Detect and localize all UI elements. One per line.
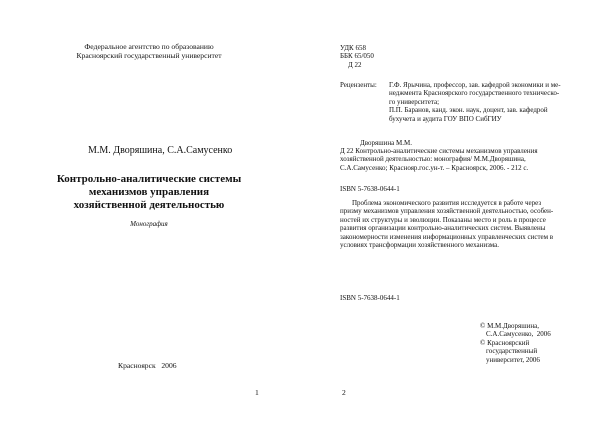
agency-block <box>0 42 298 60</box>
reviewer-1-line-2: неджмента Красноярского государственного техническо- <box>389 89 560 98</box>
abstract <box>340 199 590 249</box>
reviewer-2-line-2: бухучета и аудита ГОУ ВПО СибГИУ <box>389 114 502 123</box>
copyright-university-line-1: © Красноярский <box>480 338 530 347</box>
catalog-entry <box>340 147 590 172</box>
book-title <box>0 173 298 212</box>
book-genre: Монография <box>130 220 168 228</box>
copyright-authors-line-2: С.А.Самусенко, 2006 <box>486 330 551 339</box>
book-authors: М.М. Дворяшина, С.А.Самусенко <box>88 145 233 156</box>
catalog-author: Дворяшина М.М. <box>360 139 412 147</box>
copyright-university-line-2: государственный <box>486 347 538 356</box>
right-page <box>300 0 600 424</box>
abstract-line-1: Проблема экономического развития исследуется в работе через <box>352 199 542 207</box>
left-page <box>0 0 298 424</box>
reviewers-label: Рецензенты: <box>340 81 377 89</box>
isbn-bottom: ISBN 5-7638-0644-1 <box>340 294 400 302</box>
abstract-line-6: условиях трансформации хозяйственного механизма. <box>340 241 500 250</box>
catalog-line-3: С.А.Самусенко; Краснояр.гос.ун-т. – Красноярск, 2006. - 212 с. <box>340 163 529 172</box>
copyright-university-line-3: университет, 2006 <box>486 355 540 364</box>
copyright-block <box>480 322 551 364</box>
catalog-line-1: Д 22 Контрольно-аналитические системы механизмов управления <box>340 147 538 155</box>
reviewer-2-line-1: П.П. Баранов, канд. экон. наук, доцент, зав. кафедрой <box>389 106 548 115</box>
reviewers-list <box>389 81 593 123</box>
page-number-left: 1 <box>255 388 259 397</box>
udk-code: УДК 658 <box>340 44 366 52</box>
isbn-top: ISBN 5-7638-0644-1 <box>340 185 400 193</box>
title-line-1: Контрольно-аналитические системы <box>56 173 242 185</box>
catalog-line-2: хозяйственной деятельностью: монография/ М.М.Дворяшина, <box>340 155 526 164</box>
abstract-line-4: развития организации контрольно-аналитических систем. Выявлены <box>340 224 546 233</box>
classification-codes <box>340 44 374 69</box>
title-line-2: механизмов управления <box>88 186 210 198</box>
title-line-3: хозяйственной деятельностью <box>73 199 225 211</box>
agency-line-2: Красноярский государственный университет <box>76 51 222 60</box>
author-code: Д 22 <box>348 60 362 69</box>
abstract-line-5: закономерности изменения информационных управленческих систем в <box>340 232 554 241</box>
bbk-code: ББК 65/050 <box>340 52 374 61</box>
abstract-line-3: ностей их структуры и эволюции. Показаны место и роль в процессе <box>340 215 546 224</box>
copyright-authors-line-1: © М.М.Дворяшина, <box>480 322 540 330</box>
page-number-right: 2 <box>342 388 346 397</box>
reviewer-1-line-1: Г.Ф. Ярычина, профессор, зав. кафедрой экономики и ме- <box>389 81 561 89</box>
reviewer-1-line-3: го университета; <box>389 97 440 106</box>
agency-line-1: Федеральное агентство по образованию <box>84 42 214 51</box>
city-year: Красноярск 2006 <box>118 361 177 370</box>
abstract-line-2: призму механизмов управления хозяйственной деятельностью, особен- <box>340 207 554 216</box>
